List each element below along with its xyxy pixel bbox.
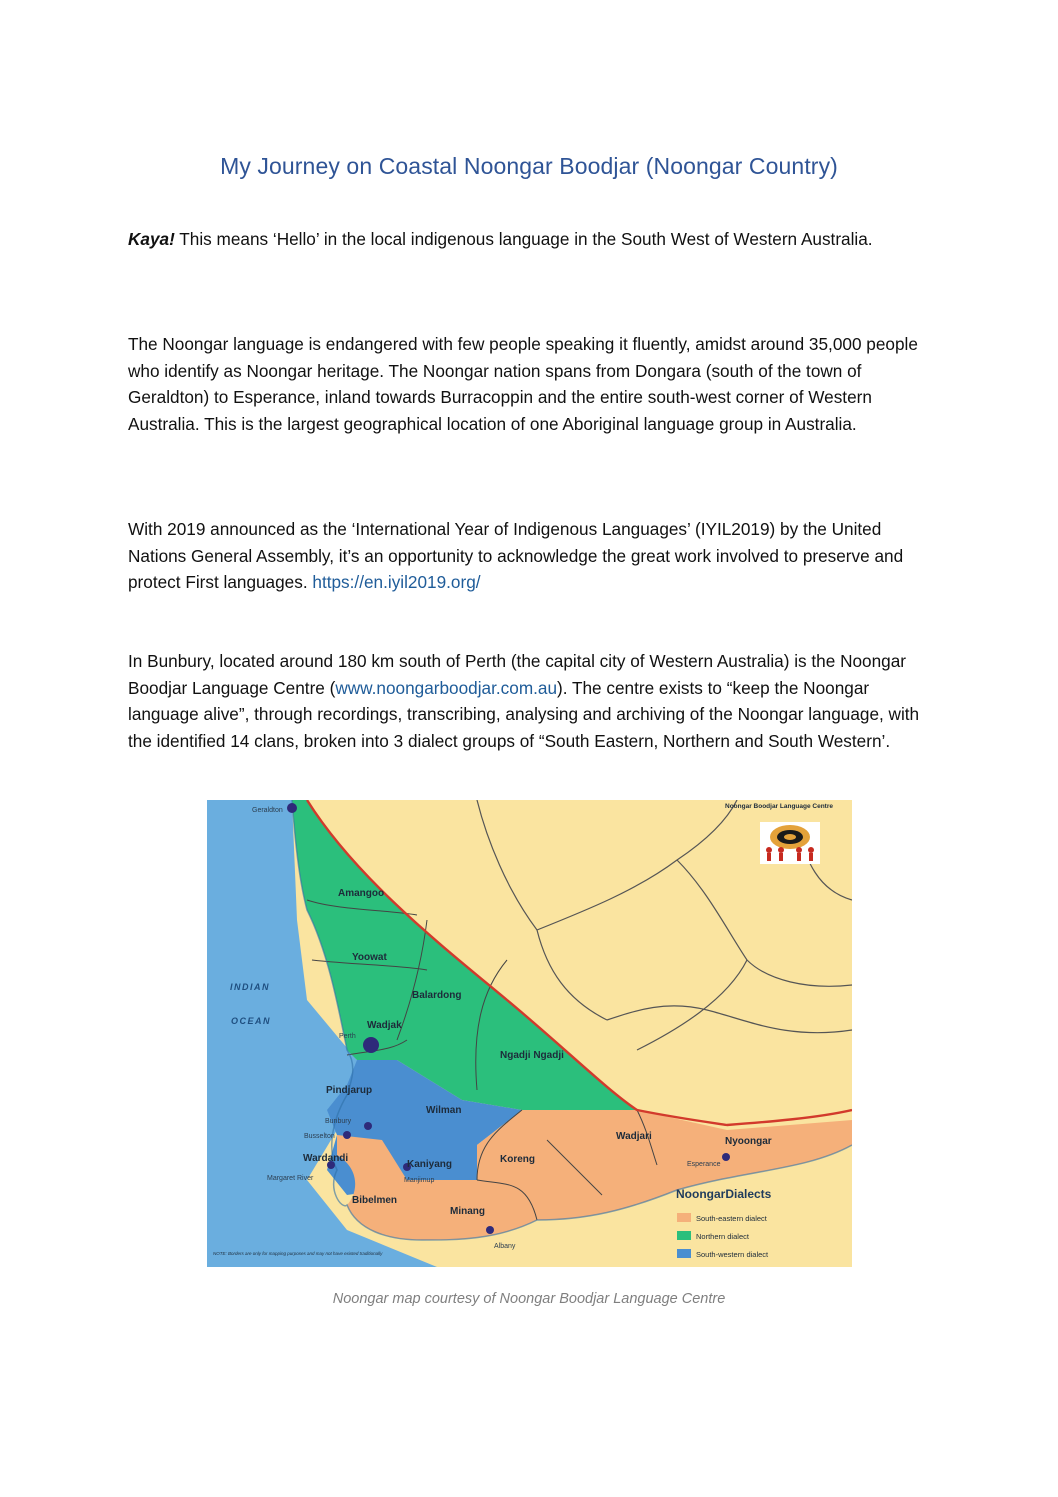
- town-busselton: Busselton: [304, 1133, 335, 1140]
- town-geraldton: Geraldton: [252, 807, 283, 814]
- region-pindjarup: Pindjarup: [326, 1085, 373, 1096]
- intro-paragraph: [128, 226, 938, 253]
- iyil-text: With 2019 announced as the ‘International Year of Indigenous Languages’ (IYIL2019) by the United Nations General Assembly, it’s an opportunity to acknowledge the great work involved to preserve and protect First languages.: [128, 519, 904, 592]
- region-bibelmen: Bibelmen: [352, 1195, 398, 1206]
- legend-south-eastern: South-eastern dialect: [696, 1214, 767, 1223]
- town-margaret-river: Margaret River: [267, 1175, 314, 1182]
- bunbury-paragraph: [128, 648, 938, 754]
- noongarboodjar-link[interactable]: www.noongarboodjar.com.au: [335, 677, 558, 698]
- region-wadjak: Wadjak: [367, 1020, 402, 1031]
- legend-northern: Northern dialect: [696, 1232, 749, 1241]
- iyil-link[interactable]: https://en.iyil2019.org/: [312, 572, 481, 592]
- legend-south-western: South-western dialect: [696, 1250, 769, 1259]
- ocean-label-1: INDIAN: [230, 982, 270, 992]
- legend-swatch-south-eastern: [677, 1213, 691, 1222]
- region-wilman: Wilman: [426, 1105, 462, 1116]
- region-kaniyang: Kaniyang: [407, 1159, 453, 1170]
- legend-swatch-northern: [677, 1231, 691, 1240]
- town-albany: Albany: [494, 1243, 516, 1250]
- region-ngadji: Ngadji Ngadji: [500, 1050, 564, 1061]
- region-koreng: Koreng: [500, 1154, 535, 1165]
- map-note: NOTE: Borders are only for mapping purposes and may not have existed traditionally: [213, 1251, 383, 1256]
- iyil-paragraph: [128, 516, 938, 596]
- noongar-map: [207, 800, 852, 1267]
- town-manjimup: Manjimup: [404, 1177, 435, 1184]
- region-amangoo: Amangoo: [338, 888, 385, 899]
- intro-text: This means ‘Hello’ in the local indigenous language in the South West of Western Australia.: [174, 229, 873, 249]
- map-caption: Noongar map courtesy of Noongar Boodjar Language Centre: [332, 1291, 726, 1307]
- page-title: My Journey on Coastal Noongar Boodjar (Noongar Country): [220, 153, 838, 179]
- region-wardandi: Wardandi: [303, 1153, 349, 1164]
- kaya-greeting: Kaya!: [128, 229, 175, 249]
- ocean-label-2: OCEAN: [231, 1016, 272, 1026]
- legend-title: NoongarDialects: [676, 1187, 772, 1201]
- town-esperance: Esperance: [687, 1161, 721, 1168]
- region-minang: Minang: [450, 1206, 485, 1217]
- region-wadjari: Wadjari: [616, 1131, 652, 1142]
- language-centre-logo: [760, 822, 820, 864]
- region-yoowat: Yoowat: [352, 952, 387, 963]
- region-balardong: Balardong: [412, 990, 462, 1001]
- bunbury-text-before: In Bunbury, located around 180 km south of Perth (the capital city of Western Australia) is the Noongar Boodjar Language Centre (: [128, 651, 906, 698]
- bunbury-text-after: ). The centre exists to “keep the Noongar language alive”, through recordings, transcribing, analysing and archiving of the Noongar language, with the identified 14 clans, broken into 3 dialect groups of “South Eastern, Northern and South Western’.: [128, 677, 920, 751]
- legend-swatch-south-western: [677, 1249, 691, 1258]
- region-nyoongar: Nyoongar: [725, 1136, 772, 1147]
- map-source-label: Noongar Boodjar Language Centre: [725, 803, 833, 810]
- town-bunbury: Bunbury: [325, 1118, 352, 1125]
- town-perth: Perth: [339, 1033, 356, 1040]
- language-paragraph: The Noongar language is endangered with few people speaking it fluently, amidst around 35,000 people who identify as Noongar heritage. The Noongar nation spans from Dongara (south of the town of Geraldton) to Esperance, inland towards Burracoppin and the entire south-west corner of Western Australia. This is the largest geographical location of one Aboriginal language group in Australia.: [128, 334, 918, 434]
